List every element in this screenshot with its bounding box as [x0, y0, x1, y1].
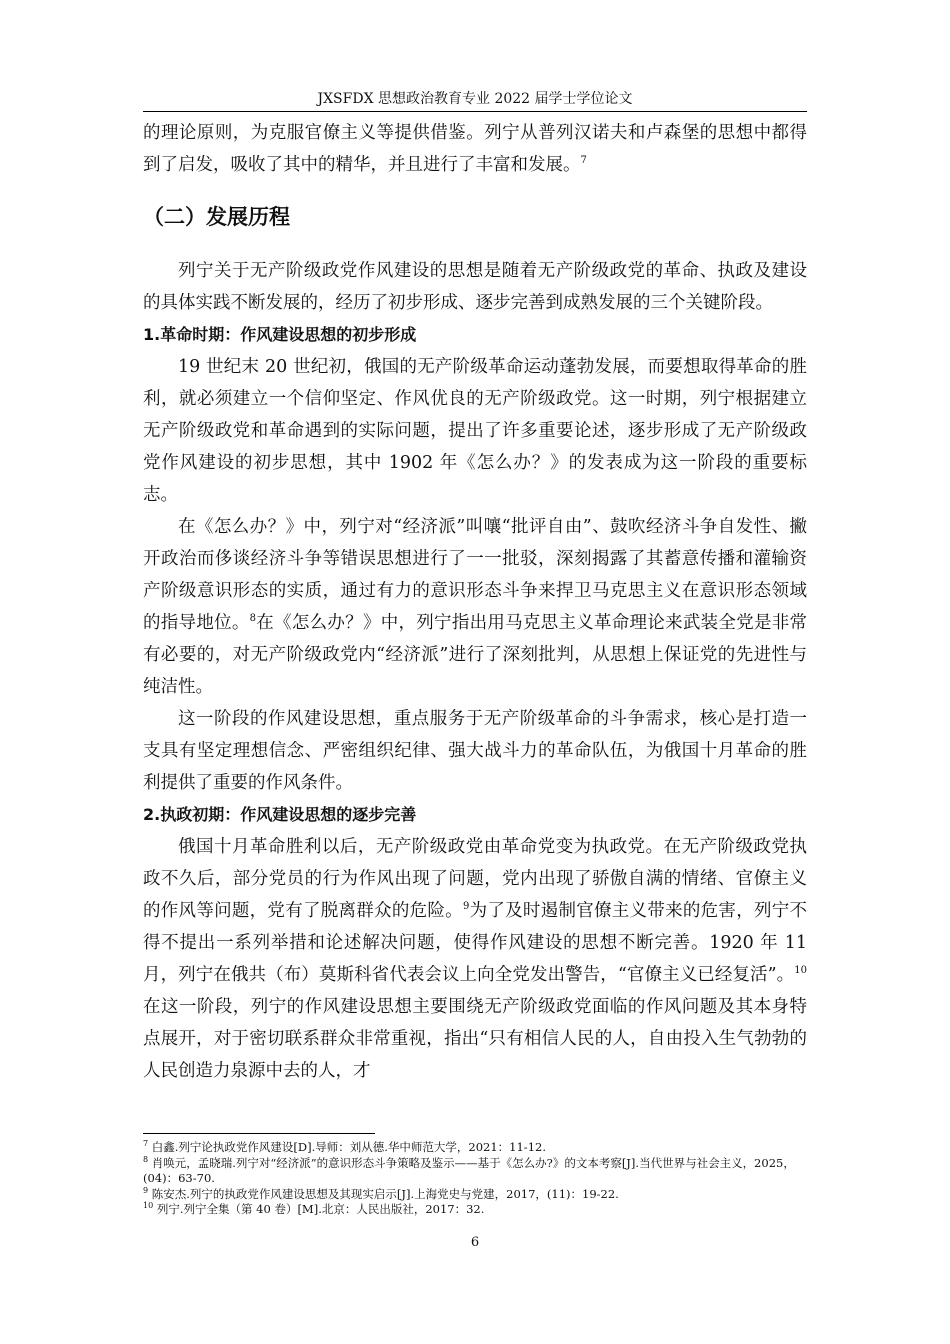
footnote-number: 9 — [143, 1185, 149, 1195]
footnote-9 — [143, 1187, 807, 1203]
footnote-separator — [143, 1133, 375, 1134]
footnotes — [143, 1140, 807, 1218]
footnote-ref-7[interactable]: 7 — [580, 155, 587, 167]
revolution-paragraph-2-part-b: 在《怎么办？》中，列宁指出用马克思主义革命理论来武装全党是非常有必要的，对无产阶级政党内“经济派”进行了深刻批判，从思想上保证党的先进性与纯洁性。 — [143, 613, 808, 697]
subheading-revolution-period: 1.革命时期：作风建设思想的初步形成 — [143, 325, 417, 344]
footnote-text: 肖唤元，孟晓瑞.列宁对“经济派”的意识形态斗争策略及鉴示——基于《怎么办?》的文本考察[J].当代世界与社会主义，2025，(04)：63-70. — [143, 1155, 795, 1185]
body-text — [143, 117, 807, 1087]
footnote-text: 列宁.列宁全集（第 40 卷）[M].北京：人民出版社，2017：32. — [156, 1202, 485, 1216]
subheading-early-governance: 2.执政初期：作风建设思想的逐步完善 — [143, 805, 417, 824]
footnote-text: 白鑫.列宁论执政党作风建设[D].导师：刘从德.华中师范大学，2021：11-12. — [151, 1140, 546, 1154]
intro-paragraph: 列宁关于无产阶级政党作风建设的思想是随着无产阶级政党的革命、执政及建设的具体实践不断发展的，经历了初步形成、逐步完善到成熟发展的三个关键阶段。 — [143, 261, 807, 313]
footnote-ref-10[interactable]: 10 — [794, 965, 807, 977]
footnote-number: 7 — [143, 1139, 149, 1149]
footnote-number: 10 — [143, 1201, 154, 1211]
governance-paragraph-part-b: 为了及时遏制官僚主义带来的危害，列宁不得不提出一系列举措和论述解决问题，使得作风建设的思想不断完善。1920 年 11 月，列宁在俄共（布）莫斯科省代表会议上向全党发出警告，“官僚主义已经复活”。 — [143, 901, 808, 985]
revolution-paragraph-1: 19 世纪末 20 世纪初，俄国的无产阶级革命运动蓬勃发展，而要想取得革命的胜利，就必须建立一个信仰坚定、作风优良的无产阶级政党。这一时期，列宁根据建立无产阶级政党和革命遇到的实际问题，提出了许多重要论述，逐步形成了无产阶级政党作风建设的初步思想，其中 1902 年《怎么办？》的发表成为这一阶段的重要标志。 — [143, 357, 807, 505]
governance-paragraph-part-c: 在这一阶段，列宁的作风建设思想主要围绕无产阶级政党面临的作风问题及其本身特点展开，对于密切联系群众非常重视，指出“只有相信人民的人，自由投入生气勃勃的人民创造力泉源中去的人，才 — [143, 997, 807, 1081]
footnote-number: 8 — [143, 1154, 149, 1164]
governance-paragraph-1 — [143, 831, 807, 1087]
footnote-10 — [143, 1202, 807, 1218]
governance-paragraph-part-a: 俄国十月革命胜利以后，无产阶级政党由革命党变为执政党。在无产阶级政党执政不久后，部分党员的行为作风出现了问题，党内出现了骄傲自满的情绪、官僚主义的作风等问题，党有了脱离群众的危险。 — [143, 837, 807, 921]
footnote-ref-8[interactable]: 8 — [249, 613, 257, 625]
footnote-ref-9[interactable]: 9 — [462, 901, 470, 913]
revolution-paragraph-3: 这一阶段的作风建设思想，重点服务于无产阶级革命的斗争需求，核心是打造一支具有坚定理想信念、严密组织纪律、强大战斗力的革命队伍，为俄国十月革命的胜利提供了重要的作风条件。 — [143, 709, 807, 793]
opening-text: 的理论原则，为克服官僚主义等提供借鉴。列宁从普列汉诺夫和卢森堡的思想中都得到了启发，吸收了其中的精华，并且进行了丰富和发展。 — [143, 123, 807, 175]
footnote-8 — [143, 1156, 807, 1187]
footnote-7 — [143, 1140, 807, 1156]
revolution-paragraph-2-part-a: 在《怎么办？》中，列宁对“经济派”叫嚷“批评自由”、鼓吹经济斗争自发性、撇开政治而侈谈经济斗争等错误思想进行了一一批驳，深刻揭露了其蓄意传播和灌输资产阶级意识形态的实质，通过有力的意识形态斗争来捍卫马克思主义在意识形态领域的指导地位。 — [143, 517, 807, 633]
footnote-text: 陈安杰.列宁的执政党作风建设思想及其现实启示[J].上海党史与党建，2017，(11)：19-22. — [151, 1186, 619, 1201]
opening-paragraph — [143, 117, 807, 181]
page-number: 6 — [470, 1235, 480, 1250]
running-header: JXSFDX 思想政治教育专业 2022 届学士学位论文 — [317, 91, 633, 107]
section-heading: （二）发展历程 — [143, 205, 290, 229]
revolution-paragraph-2 — [143, 511, 807, 703]
header-rule — [143, 111, 807, 112]
